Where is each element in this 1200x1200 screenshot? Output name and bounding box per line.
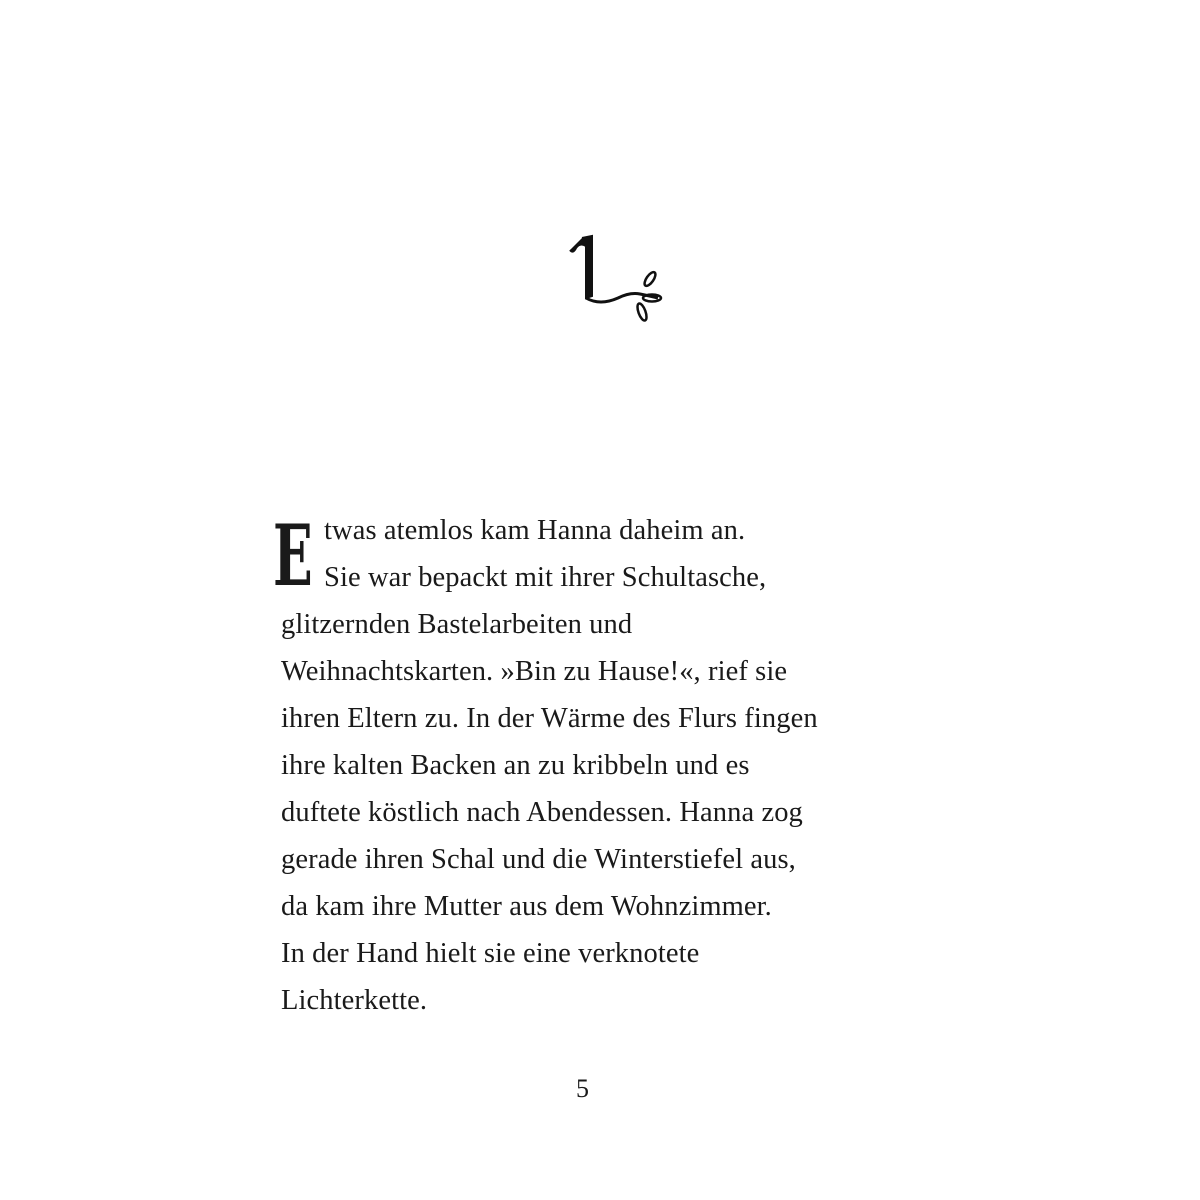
text-line: da kam ihre Mutter aus dem Wohnzimmer. [281, 891, 772, 922]
decorative-numeral-one-icon [560, 228, 670, 338]
text-line: glitzernden Bastelarbeiten und [281, 609, 633, 640]
drop-cap: E [273, 506, 313, 605]
text-line: Weihnachtskarten. »Bin zu Hause!«, rief sie [281, 656, 788, 687]
text-line: Lichterkette. [281, 985, 428, 1016]
text-line: In der Hand hielt sie eine verknotete [281, 938, 700, 969]
text-line: ihren Eltern zu. In der Wärme des Flurs fingen [281, 703, 818, 734]
text-line: gerade ihren Schal und die Winterstiefel aus, [281, 844, 796, 875]
page-number: 5 [576, 1074, 589, 1103]
text-line: duftete köstlich nach Abendessen. Hanna zog [281, 797, 803, 828]
text-line: Sie war bepackt mit ihrer Schultasche, [324, 562, 767, 593]
text-line: twas atemlos kam Hanna daheim an. [324, 515, 746, 546]
chapter-number-ornament [560, 228, 670, 338]
text-line: ihre kalten Backen an zu kribbeln und es [281, 750, 750, 781]
